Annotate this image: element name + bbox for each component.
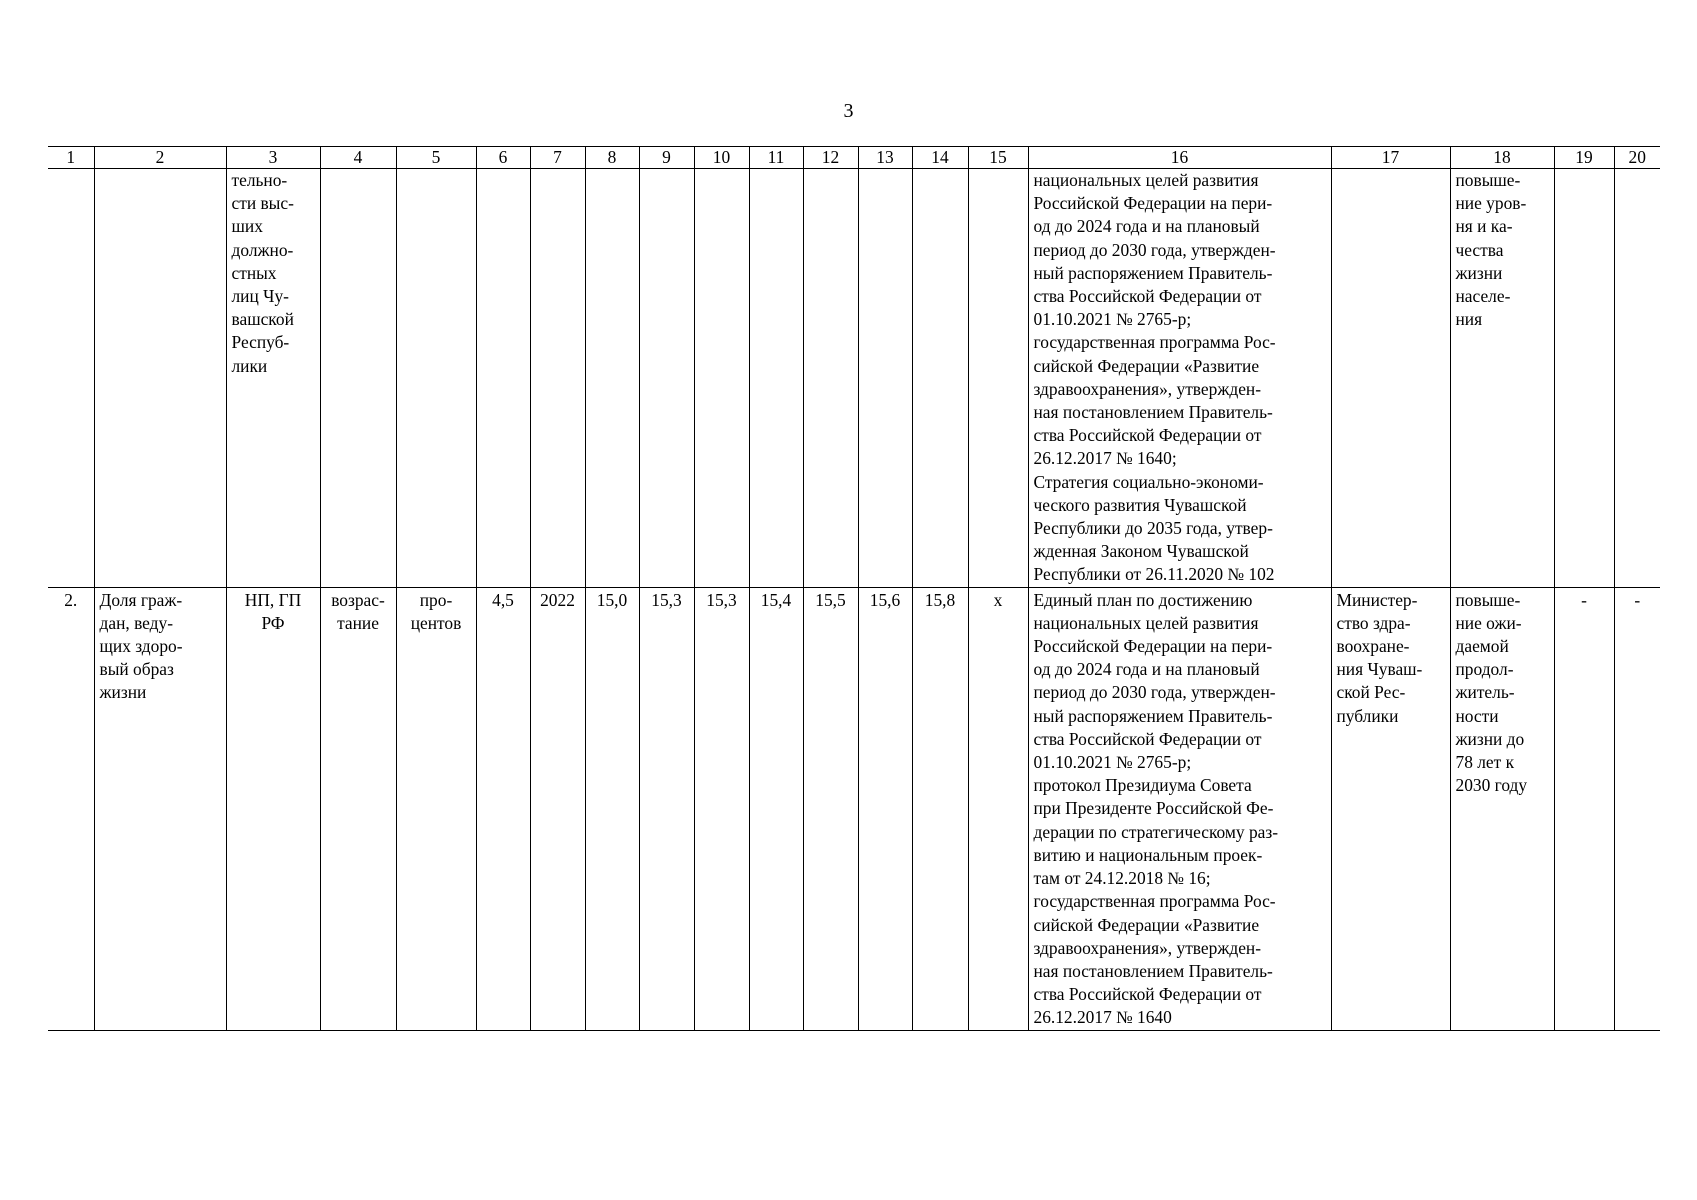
table-row xyxy=(48,587,1660,1030)
cell-documents xyxy=(1028,587,1331,1030)
cell-value: 15,0 xyxy=(585,587,639,1030)
col-header-20: 20 xyxy=(1614,147,1660,169)
cell-col20: - xyxy=(1614,587,1660,1030)
column-number-row xyxy=(48,147,1660,169)
cell-value xyxy=(858,169,912,588)
cell-trend xyxy=(320,587,396,1030)
cell-value xyxy=(694,169,749,588)
cell-text: про- центов xyxy=(410,589,462,633)
cell-goal xyxy=(1450,587,1554,1030)
cell-value xyxy=(803,169,858,588)
cell-text: Министер- ство здра- воохране- ния Чуваш- ской Рес- публики xyxy=(1336,589,1423,726)
col-header-5: 5 xyxy=(396,147,476,169)
cell-indicator-name xyxy=(94,587,226,1030)
col-header-9: 9 xyxy=(639,147,694,169)
cell-base-value xyxy=(476,169,530,588)
cell-value: 15,5 xyxy=(803,587,858,1030)
cell-value: 15,3 xyxy=(694,587,749,1030)
col-header-10: 10 xyxy=(694,147,749,169)
cell-unit xyxy=(396,587,476,1030)
col-header-18: 18 xyxy=(1450,147,1554,169)
col-header-12: 12 xyxy=(803,147,858,169)
col-header-17: 17 xyxy=(1331,147,1450,169)
cell-text: тельно- сти выс- ших должно- стных лиц Чу- вашской Респуб- лики xyxy=(231,170,294,376)
col-header-8: 8 xyxy=(585,147,639,169)
cell-value: 15,3 xyxy=(639,587,694,1030)
col-header-6: 6 xyxy=(476,147,530,169)
col-header-3: 3 xyxy=(226,147,320,169)
cell-value: х xyxy=(968,587,1028,1030)
cell-value: 15,6 xyxy=(858,587,912,1030)
cell-text: повыше- ние ожи- даемой продол- житель- ности жизни до 78 лет к 2030 году xyxy=(1455,589,1528,796)
cell-base-value: 4,5 xyxy=(476,587,530,1030)
col-header-14: 14 xyxy=(912,147,968,169)
col-header-16: 16 xyxy=(1028,147,1331,169)
cell-base-year xyxy=(530,169,585,588)
col-header-4: 4 xyxy=(320,147,396,169)
cell-documents xyxy=(1028,169,1331,588)
cell-goal xyxy=(1450,169,1554,588)
cell-text: повыше- ние уров- ня и ка- чества жизни населе- ния xyxy=(1455,170,1527,330)
col-header-7: 7 xyxy=(530,147,585,169)
cell-text: НП, ГП РФ xyxy=(244,589,302,633)
cell-trend xyxy=(320,169,396,588)
cell-value: 15,8 xyxy=(912,587,968,1030)
cell-number: 2. xyxy=(48,587,94,1030)
cell-responsible xyxy=(1331,587,1450,1030)
indicators-table xyxy=(48,146,1660,1031)
cell-col20 xyxy=(1614,169,1660,588)
col-header-1: 1 xyxy=(48,147,94,169)
col-header-19: 19 xyxy=(1554,147,1614,169)
cell-col19: - xyxy=(1554,587,1614,1030)
col-header-2: 2 xyxy=(94,147,226,169)
cell-value xyxy=(639,169,694,588)
cell-level xyxy=(226,169,320,588)
cell-indicator-name xyxy=(94,169,226,588)
cell-value xyxy=(968,169,1028,588)
cell-responsible xyxy=(1331,169,1450,588)
cell-value xyxy=(749,169,803,588)
cell-level xyxy=(226,587,320,1030)
col-header-15: 15 xyxy=(968,147,1028,169)
cell-base-year: 2022 xyxy=(530,587,585,1030)
cell-unit xyxy=(396,169,476,588)
col-header-11: 11 xyxy=(749,147,803,169)
col-header-13: 13 xyxy=(858,147,912,169)
cell-col19 xyxy=(1554,169,1614,588)
cell-value xyxy=(585,169,639,588)
cell-text: Доля граж- дан, веду- щих здоро- вый образ жизни xyxy=(99,589,183,703)
cell-text: Единый план по достижению национальных целей развития Российской Федерации на пери- од до 2024 года и на плановый период до 2030 года, утвержден- ный распоряжением Правитель- ства Российской Федерации от 01.10.2021 № 2765-р; протокол Президиума Совета при Президенте Российской Фе- дерации по стратегическому раз- витию и национальным проек- там от 24.12.2018 № 16; государственная программа Рос- сийской Федерации «Развитие здравоохранения», утвержден- ная постановлением Правитель- ства Российской Федерации от 26.12.2017 № 1640 xyxy=(1033,589,1279,1028)
cell-value: 15,4 xyxy=(749,587,803,1030)
cell-number xyxy=(48,169,94,588)
cell-text: национальных целей развития Российской Федерации на пери- од до 2024 года и на плановый период до 2030 года, утвержден- ный распоряжением Правитель- ства Российской Федерации от 01.10.2021 № 2765-р; государственная программа Рос- сийской Федерации «Развитие здравоохранения», утвержден- ная постановлением Правитель- ства Российской Федерации от 26.12.2017 № 1640; Стратегия социально-экономи- ческого развития Чувашской Республики до 2035 года, утвер- жденная Законом Чувашской Республики от 26.11.2020 № 102 xyxy=(1033,170,1276,585)
cell-value xyxy=(912,169,968,588)
page-number: 3 xyxy=(843,100,854,122)
table-row xyxy=(48,169,1660,588)
cell-text: возрас- тание xyxy=(331,589,385,633)
